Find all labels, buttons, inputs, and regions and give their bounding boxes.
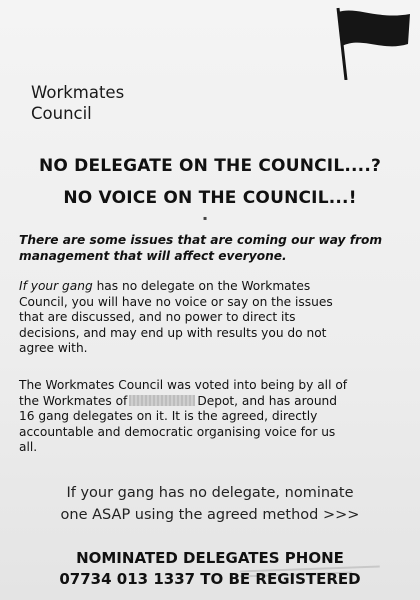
paragraph-line-end: Depot, and has around [197, 393, 338, 408]
call-to-action-line: one ASAP using the agreed method >>> [60, 507, 360, 523]
headline-line-2: NO VOICE ON THE COUNCIL...! [63, 188, 357, 208]
paragraph-line [19, 394, 414, 410]
footer-line: 07734 013 1337 TO BE REGISTERED [59, 570, 361, 588]
organisation-name-line: Council [31, 104, 92, 123]
organisation-name-line: Workmates [31, 83, 125, 102]
paragraph-line: The Workmates Council was voted into being by all of [19, 378, 348, 392]
paragraph-line [19, 279, 414, 295]
print-speck: ▪ [203, 215, 208, 222]
paragraph-line: Council, you will have no voice or say on the issues [19, 294, 333, 309]
footer-line: NOMINATED DELEGATES PHONE [76, 549, 344, 567]
no-delegate-paragraph [19, 279, 414, 357]
paragraph-line: all. [19, 440, 38, 454]
black-flag-icon [332, 6, 412, 80]
paragraph-line: agree with. [19, 341, 88, 355]
call-to-action-line: If your gang has no delegate, nominate [66, 485, 354, 501]
call-to-action [0, 482, 420, 526]
headline-line-1: NO DELEGATE ON THE COUNCIL....? [38, 156, 382, 176]
council-info-paragraph [19, 378, 414, 456]
paragraph-line: 16 gang delegates on it. It is the agreed, directly [19, 409, 318, 423]
paragraph-line: accountable and democratic organising voice for us [19, 424, 336, 439]
redacted-depot-name [129, 395, 195, 406]
organisation-name [31, 82, 124, 124]
paragraph-line-start: the Workmates of [19, 393, 128, 408]
paragraph-line: management that will affect everyone. [19, 248, 287, 263]
paragraph-line: decisions, and may end up with results you do not [19, 325, 327, 340]
paragraph-line: There are some issues that are coming our way from [19, 233, 383, 247]
paragraph-line: that are discussed, and no power to direct its [19, 310, 296, 324]
intro-paragraph [19, 233, 414, 264]
paragraph-line-rest: has no delegate on the Workmates [92, 279, 311, 293]
paragraph-lead: If your gang [19, 279, 93, 293]
